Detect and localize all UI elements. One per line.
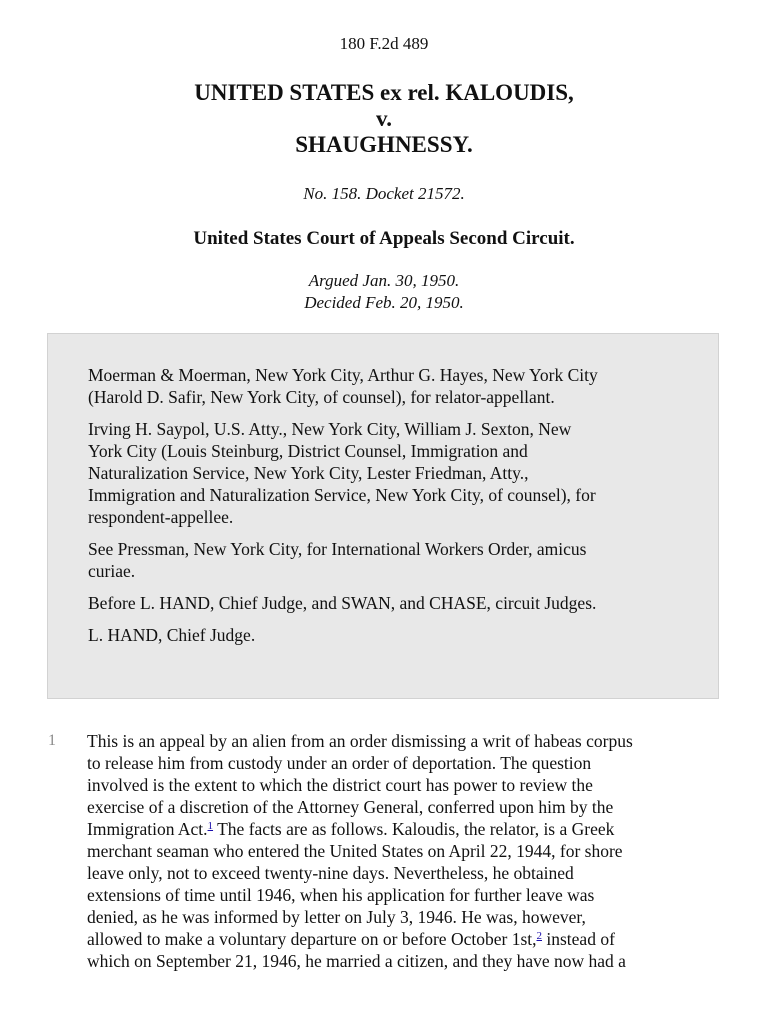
counsel-line: Moerman & Moerman, New York City, Arthur G. Hayes, New York City [88,365,598,385]
counsel-line: L. HAND, Chief Judge. [88,625,256,645]
paragraph-line: denied, as he was informed by letter on July 3, 1946. He was, however, [87,907,586,927]
line-text: allowed to make a voluntary departure on or before October 1st, [87,929,537,949]
counsel-box [47,333,719,699]
paragraph-line: involved is the extent to which the district court has power to review the [87,775,593,795]
counsel-line: (Harold D. Safir, New York City, of counsel), for relator-appellant. [88,387,555,407]
argued-date: Argued Jan. 30, 1950. [308,271,460,290]
counsel-line: Before L. HAND, Chief Judge, and SWAN, and CHASE, circuit Judges. [88,593,597,613]
paragraph-text [87,730,719,972]
counsel-line: respondent-appellee. [88,507,234,527]
counsel-line: Naturalization Service, New York City, Lester Friedman, Atty., [88,463,529,483]
counsel-appellant [88,364,678,408]
counsel-line: Immigration and Naturalization Service, New York City, of counsel), for [88,485,596,505]
citation: 180 F.2d 489 [339,34,429,53]
paragraph-line: which on September 21, 1946, he married a citizen, and they have now had a [87,951,626,971]
counsel-amicus [88,538,678,582]
court-name: United States Court of Appeals Second Circuit. [193,228,575,249]
line-text: Immigration Act. [87,819,208,839]
paragraph-line [87,818,719,840]
panel-judges [88,592,678,614]
paragraph-line: exercise of a discretion of the Attorney General, conferred upon him by the [87,797,614,817]
paragraph-number: 1 [48,732,56,749]
paragraph-line [87,928,719,950]
line-text: The facts are as follows. Kaloudis, the relator, is a Greek [213,819,615,839]
case-title-respondent: SHAUGHNESSY. [295,132,473,157]
paragraph-line: This is an appeal by an alien from an order dismissing a writ of habeas corpus [87,731,633,751]
paragraph-line: leave only, not to exceed twenty-nine days. Nevertheless, he obtained [87,863,574,883]
case-dates [0,270,768,314]
case-title [0,80,768,158]
counsel-line: York City (Louis Steinburg, District Counsel, Immigration and [88,441,528,461]
line-text: instead of [542,929,615,949]
decided-date: Decided Feb. 20, 1950. [304,293,464,312]
footnote-link-1[interactable]: 1 [207,820,214,832]
footnote-link-2[interactable]: 2 [536,930,542,942]
case-title-versus: v. [376,106,392,131]
counsel-line: Irving H. Saypol, U.S. Atty., New York City, William J. Sexton, New [88,419,572,439]
opinion-author [88,624,678,646]
paragraph-line: merchant seaman who entered the United States on April 22, 1944, for shore [87,841,623,861]
case-title-relator: UNITED STATES ex rel. KALOUDIS, [194,80,574,105]
counsel-line: curiae. [88,561,136,581]
docket-number: No. 158. Docket 21572. [303,184,465,203]
counsel-appellee [88,418,678,528]
paragraph-line: extensions of time until 1946, when his application for further leave was [87,885,595,905]
paragraph-line: to release him from custody under an order of deportation. The question [87,753,592,773]
counsel-line: See Pressman, New York City, for International Workers Order, amicus [88,539,587,559]
